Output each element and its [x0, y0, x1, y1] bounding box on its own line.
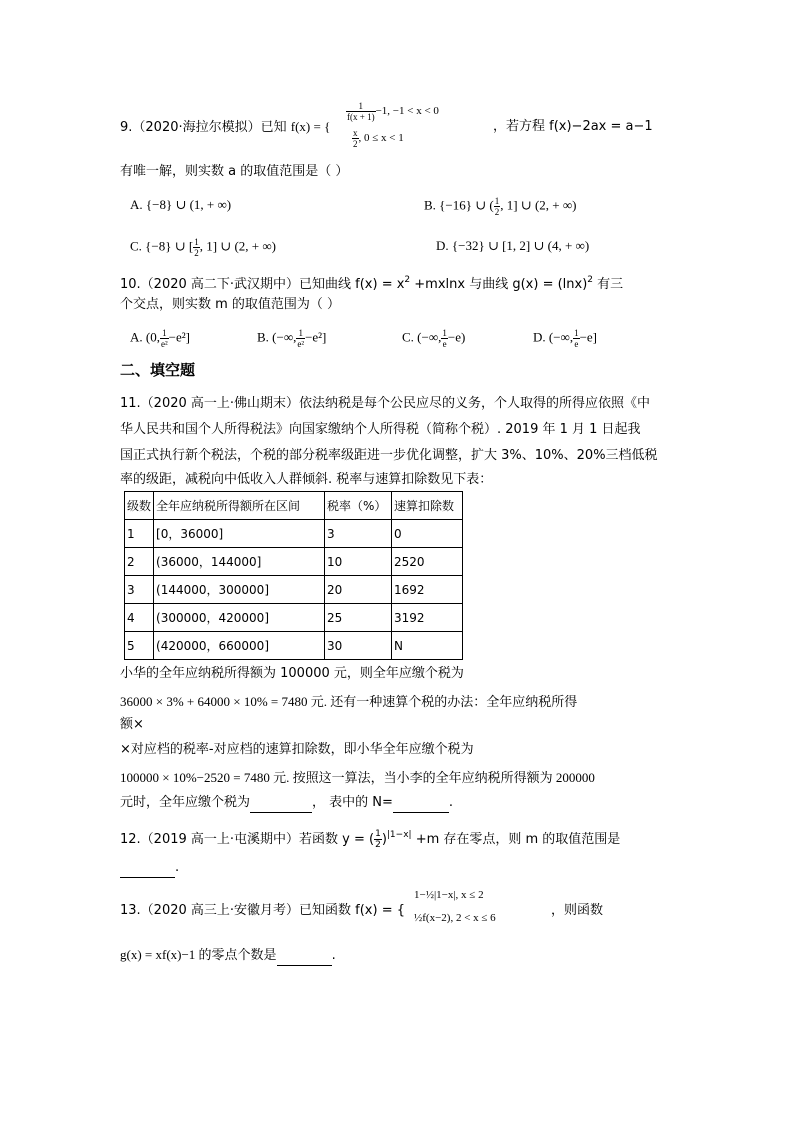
table-cell: (144000，300000] [154, 576, 325, 604]
q11-a6-post: . [448, 795, 454, 810]
table-cell: 1692 [392, 576, 463, 604]
q11-answer-line6 [120, 794, 453, 813]
q9-optc-pre: C. {−8} ∪ [ [130, 238, 194, 254]
q13-line2-pre: g(x) = xf(x)−1 的零点个数是 [120, 947, 277, 962]
q9-optc-den: 2 [194, 248, 199, 258]
q10-opta-post: −e²] [168, 329, 190, 345]
q11-answer-line5: 100000 × 10%−2520 = 7480 元. 按照这一算法，当小李的全年应纳税所得额为 200000 [120, 770, 595, 785]
q10-optb-pre: B. (−∞, [257, 329, 297, 345]
q10-optc-num: 1 [442, 328, 447, 338]
q12-exp: |1−x| [386, 830, 412, 840]
q10-line1-mid: +mxlnx 与曲线 g(x) = (lnx) [410, 277, 588, 292]
q11-para-line2: 华人民共和国个人所得税法》向国家缴纳个人所得税（简称个税）. 2019 年 1 月 1 日起我 [120, 422, 641, 437]
q12-pre: 12.（2019 高一上·屯溪期中）若函数 y = ( [120, 832, 375, 847]
q11-para-line3: 国正式执行新个税法，个税的部分税率级距进一步优化调整，扩大 3%、10%、20%三档低税 [120, 448, 658, 463]
q10-optc-pre: C. (−∞, [402, 329, 442, 345]
q13-blank [277, 947, 332, 966]
table-cell: 2 [125, 548, 154, 576]
q11-blank-tax [250, 794, 312, 813]
q12-end: . [175, 860, 180, 875]
table-cell: (36000，144000] [154, 548, 325, 576]
q9-line1 [120, 118, 330, 137]
q10-optd-den: e [574, 339, 579, 349]
q9-line2: 有唯一解，则实数 a 的取值范围是（ ） [120, 164, 349, 179]
q9-option-a: A. {−8} ∪ (1, + ∞) [130, 197, 232, 212]
table-header-row [125, 492, 463, 520]
q9-optc-post: , 1] ∪ (2, + ∞) [199, 238, 276, 254]
table-cell: 0 [392, 520, 463, 548]
table-row [125, 548, 463, 576]
q13-pre: 13.（2020 高三上·安徽月考）已知函数 f(x) = { [120, 903, 405, 918]
table-row [125, 576, 463, 604]
q10-sup2: 2 [404, 275, 411, 285]
q12-post: +m 存在零点，则 m 的取值范围是 [411, 832, 621, 847]
q9-optb-den: 2 [494, 207, 500, 217]
table-cell: 25 [325, 604, 392, 632]
q10-optb-den: e² [297, 339, 305, 349]
q9-p2-den: 2 [353, 139, 358, 149]
table-header-cell: 速算扣除数 [392, 492, 463, 520]
table-cell: 4 [125, 604, 154, 632]
table-cell: 3 [325, 520, 392, 548]
q10-line2: 个交点，则实数 m 的取值范围为（ ） [120, 297, 341, 312]
table-header-cell: 全年应纳税所得额所在区间 [154, 492, 325, 520]
table-cell: N [392, 632, 463, 660]
table-cell: 3 [125, 576, 154, 604]
q9-option-c [130, 237, 276, 258]
q10-optb-num: 1 [296, 328, 305, 339]
tax-table [124, 491, 463, 660]
q10-sup2b: 2 [587, 275, 594, 285]
q12-line1: 12.（2019 高一上·屯溪期中）若函数 y = ( $\frac{1}{2}$ )$^{|1-x|}$ +m 存在零点，则 m 的取值范围是 [120, 829, 621, 850]
q9-optc-num: 1 [194, 237, 199, 247]
q10-opta-num: 1 [160, 328, 169, 339]
q9-option-b [424, 196, 576, 217]
q9-p1-tail: −1, −1 < x < 0 [375, 105, 439, 118]
table-header-cell: 级数 [125, 492, 154, 520]
q13-piece2: ½f(x−2), 2 < x ≤ 6 [414, 912, 496, 924]
q9-piece2 [352, 128, 404, 149]
q10-optb-post: −e²] [305, 329, 327, 345]
q12-num: 1 [375, 829, 381, 839]
table-row [125, 520, 463, 548]
q10-line1-post: 有三 [593, 277, 624, 292]
q13-post: ，则函数 [551, 903, 604, 918]
q13-piece1: 1−½|1−x|, x ≤ 2 [414, 889, 484, 901]
q9-piece1 [346, 101, 439, 122]
q10-optd-num: 1 [574, 328, 579, 338]
table-header-cell: 税率（%） [325, 492, 392, 520]
table-cell: 30 [325, 632, 392, 660]
table-cell: 20 [325, 576, 392, 604]
q10-opta-pre: A. (0, [130, 329, 160, 345]
q11-answer-line4: ×对应档的税率-对应档的速算扣除数，即小华全年应缴个税为 [120, 742, 474, 757]
q11-para-line4: 率的级距，减税向中低收入人群倾斜. 税率与速算扣除数见下表： [120, 472, 493, 487]
q10-opta-den: e² [160, 339, 168, 349]
q9-p1-den: f(x + 1) [347, 112, 375, 122]
q10-optc-den: e [442, 339, 447, 349]
q10-line1-pre: 10.（2020 高二下·武汉期中）已知曲线 f(x) = x [120, 277, 405, 292]
table-cell: 5 [125, 632, 154, 660]
q11-para-line1: 11.（2020 高一上·佛山期末）依法纳税是每个公民应尽的义务，个人取得的所得应依照《中 [120, 396, 651, 411]
q10-option-d [533, 328, 597, 349]
q11-blank-n [393, 794, 449, 813]
q9-option-d: D. {−32} ∪ [1, 2] ∪ (4, + ∞) [436, 238, 590, 253]
q11-answer-line1: 小华的全年应纳税所得额为 100000 元，则全年应缴个税为 [120, 666, 464, 681]
q13-line1 [120, 902, 405, 920]
q13-line2 [120, 946, 336, 966]
table-row [125, 632, 463, 660]
table-cell: 10 [325, 548, 392, 576]
q12-line2 [120, 859, 179, 878]
q10-option-a [130, 328, 190, 349]
q9-p1-num: 1 [346, 101, 376, 112]
q9-suffix: ，若方程 f(x)−2ax = a−1 [493, 119, 653, 134]
q11-a6-pre: 元时，全年应缴个税为 [120, 795, 251, 810]
q9-fx: f(x) = { [290, 119, 331, 134]
q11-answer-line2: 36000 × 3% + 64000 × 10% = 7480 元. 还有一种速算个税的办法：全年应纳税所得 [120, 694, 578, 709]
q12-blank [120, 859, 175, 878]
table-cell: 1 [125, 520, 154, 548]
q12-den: 2 [375, 840, 381, 850]
q10-optd-post: −e] [579, 329, 598, 345]
q13-line2-post: . [331, 948, 336, 963]
q10-option-b [257, 328, 326, 349]
table-cell: (420000，660000] [154, 632, 325, 660]
section-title: 二、填空题 [120, 361, 196, 379]
q9-p2-num: x [353, 128, 358, 138]
q9-prefix: 9.（2020·海拉尔模拟）已知 [120, 120, 291, 135]
q9-optb-post: , 1] ∪ (2, + ∞) [500, 197, 577, 213]
q9-p2-tail: , 0 ≤ x < 1 [358, 132, 404, 145]
q9-optb-pre: B. {−16} ∪ ( [424, 197, 494, 213]
table-row [125, 604, 463, 632]
table-cell: (300000，420000] [154, 604, 325, 632]
table-cell: [0，36000] [154, 520, 325, 548]
q10-option-c [402, 328, 465, 349]
q11-answer-line3: 额× [120, 717, 144, 732]
q10-optd-pre: D. (−∞, [533, 329, 574, 345]
table-cell: 3192 [392, 604, 463, 632]
q10-line1 [120, 271, 623, 294]
table-cell: 2520 [392, 548, 463, 576]
q9-optb-num: 1 [494, 196, 500, 206]
q10-optc-post: −e) [447, 329, 466, 345]
q11-a6-mid: ， 表中的 N= [312, 795, 393, 810]
